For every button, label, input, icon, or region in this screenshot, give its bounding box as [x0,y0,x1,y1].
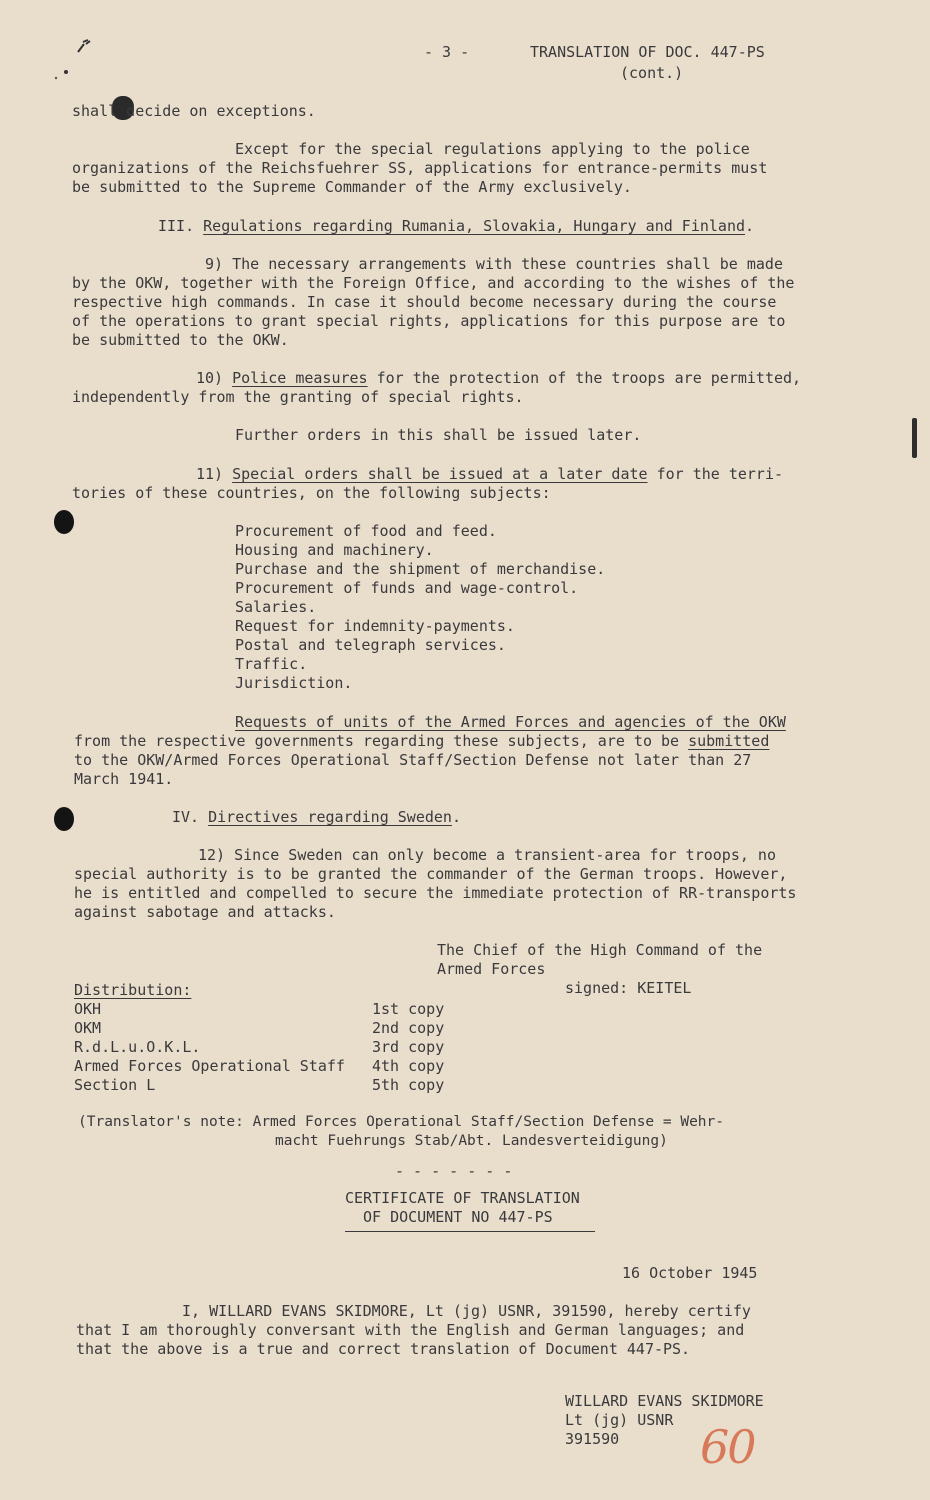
certificate-subtitle: OF DOCUMENT NO 447-PS [345,1208,595,1232]
permits-paragraph-line: organizations of the Reichsfuehrer SS, applications for entrance-permits must [72,159,768,177]
signatory-number: 391590 [565,1430,620,1448]
subject-item: Procurement of food and feed. [235,522,497,540]
certificate-title: CERTIFICATE OF TRANSLATION [345,1189,580,1207]
paragraph-9-line: respective high commands. In case it should become necessary during the course [72,293,777,311]
requests-line: Requests of units of the Armed Forces and agencies of the OKW [235,713,786,731]
further-orders-line: Further orders in this shall be issued later. [235,426,642,444]
subject-item: Purchase and the shipment of merchandise. [235,560,606,578]
paragraph-9-line: of the operations to grant special rights, applications for this purpose are to [72,312,786,330]
permits-paragraph-line: Except for the special regulations applying to the police [235,140,750,158]
distribution-heading: Distribution: [74,981,192,999]
permits-paragraph-line: be submitted to the Supreme Commander of the Army exclusively. [72,178,632,196]
document-title: TRANSLATION OF DOC. 447-PS [530,43,765,61]
distribution-recipient: Armed Forces Operational Staff [74,1057,345,1075]
paragraph-10-line: 10) Police measures for the protection of the troops are permitted, [196,369,802,387]
paragraph-12-line: 12) Since Sweden can only become a transient-area for troops, no [198,846,776,864]
punch-hole-icon [54,510,74,534]
section-4-heading: IV. Directives regarding Sweden. [172,808,461,826]
certificate-text-line: that the above is a true and correct translation of Document 447-PS. [76,1340,691,1358]
distribution-recipient: Section L [74,1076,156,1094]
distribution-copy: 5th copy [372,1076,445,1094]
paragraph-12-line: against sabotage and attacks. [74,903,336,921]
paragraph-12-line: he is entitled and compelled to secure the immediate protection of RR-transports [74,884,797,902]
certificate-date: 16 October 1945 [622,1264,758,1282]
requests-line: from the respective governments regarding these subjects, are to be submitted [74,732,770,750]
distribution-recipient: R.d.L.u.O.K.L. [74,1038,201,1056]
paragraph-11-line: 11) Special orders shall be issued at a later date for the terri- [196,465,784,483]
separator-dashes: - - - - - - - [395,1162,513,1180]
distribution-copy: 3rd copy [372,1038,445,1056]
signatory-rank: Lt (jg) USNR [565,1411,674,1429]
punch-hole-icon [54,807,74,831]
distribution-recipient: OKM [74,1019,102,1037]
subject-item: Request for indemnity-payments. [235,617,515,635]
certificate-text-line: that I am thoroughly conversant with the English and German languages; and [76,1321,745,1339]
paragraph-11-line: tories of these countries, on the following subjects: [72,484,551,502]
pencil-mark-icon [74,38,98,56]
translator-note-line: (Translator's note: Armed Forces Operational Staff/Section Defense = Wehr- [78,1114,725,1130]
section-3-heading: III. Regulations regarding Rumania, Slovakia, Hungary and Finland. [158,217,755,235]
distribution-recipient: OKH [74,1000,102,1018]
subject-item: Salaries. [235,598,317,616]
signature-title-line: The Chief of the High Command of the [437,941,763,959]
page-number: - 3 - [424,43,470,61]
edge-mark-icon [912,418,917,458]
certificate-text-line: I, WILLARD EVANS SKIDMORE, Lt (jg) USNR, 391590, hereby certify [182,1302,751,1320]
subject-item: Traffic. [235,655,308,673]
subject-item: Procurement of funds and wage-control. [235,579,579,597]
page-number-stamp: 60 [700,1420,755,1474]
distribution-copy: 2nd copy [372,1019,445,1037]
paragraph-9-line: be submitted to the OKW. [72,331,289,349]
signature-title-line: Armed Forces [437,960,546,978]
continued-label: (cont.) [620,64,684,82]
signed-line: signed: KEITEL [565,979,692,997]
subject-item: Jurisdiction. [235,674,353,692]
distribution-copy: 4th copy [372,1057,445,1075]
ink-speck-icon [52,66,72,80]
requests-line: to the OKW/Armed Forces Operational Staff/Section Defense not later than 27 [74,751,752,769]
paragraph-10-line: independently from the granting of special rights. [72,388,524,406]
translator-note-line: macht Fuehrungs Stab/Abt. Landesverteidigung) [275,1133,668,1149]
requests-line: March 1941. [74,770,174,788]
subject-item: Postal and telegraph services. [235,636,506,654]
exceptions-line: shall decide on exceptions. [72,102,316,120]
subject-item: Housing and machinery. [235,541,434,559]
distribution-copy: 1st copy [372,1000,445,1018]
paragraph-9-line: 9) The necessary arrangements with these countries shall be made [205,255,783,273]
paragraph-12-line: special authority is to be granted the commander of the German troops. However, [74,865,788,883]
signatory-name: WILLARD EVANS SKIDMORE [565,1392,764,1410]
paragraph-9-line: by the OKW, together with the Foreign Office, and according to the wishes of the [72,274,795,292]
